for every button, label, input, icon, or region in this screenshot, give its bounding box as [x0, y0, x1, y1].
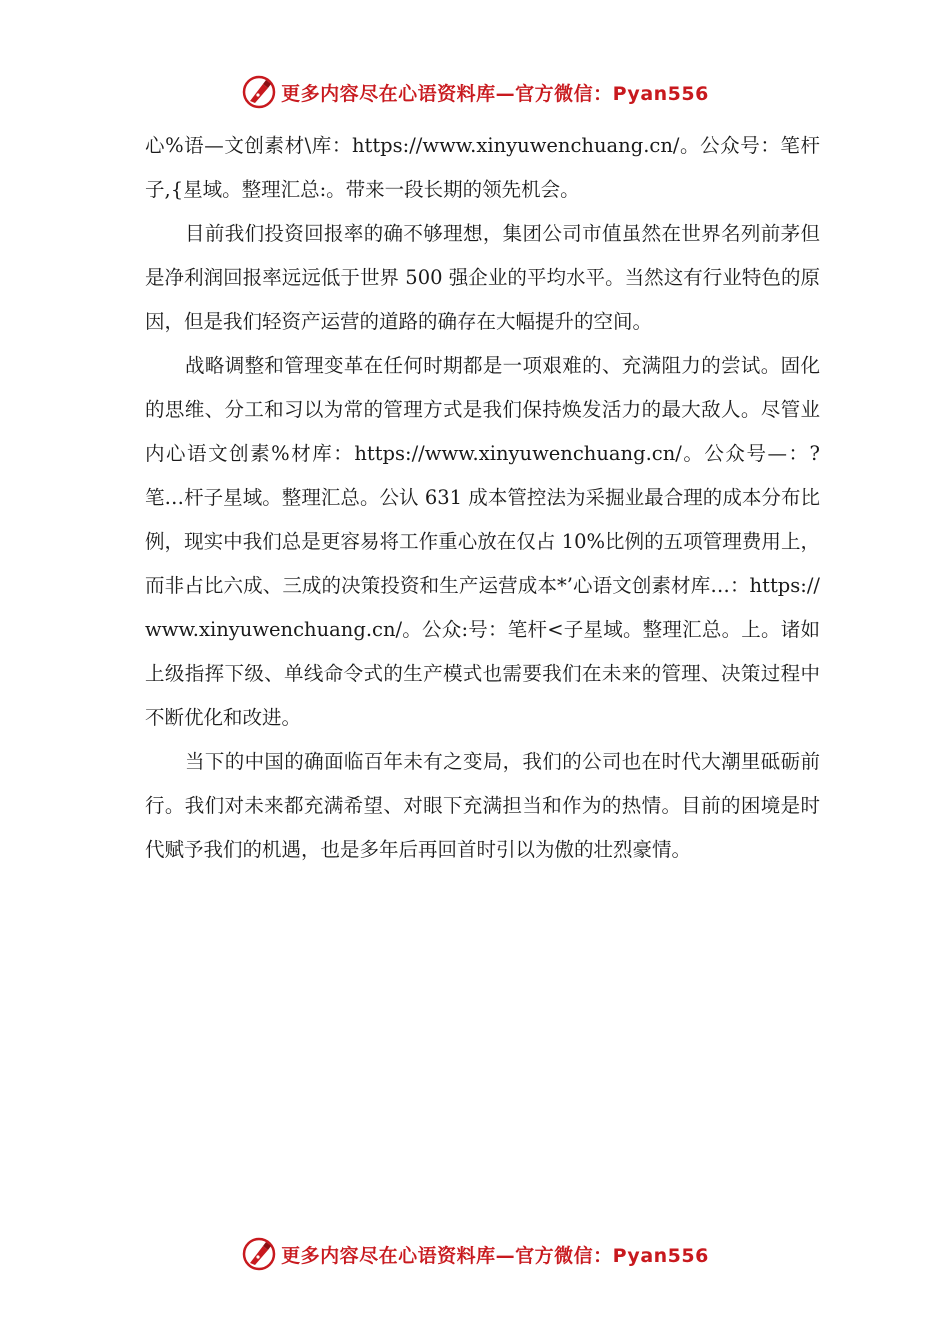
paragraph-2: 目前我们投资回报率的确不够理想，集团公司市值虽然在世界名列前茅但是净利润回报率远远低于世界 500 强企业的平均水平。当然这有行业特色的原因，但是我们轻资产运营的道路的确存在大幅提升的空间。: [145, 222, 820, 333]
paragraph-4: 当下的中国的确面临百年未有之变局，我们的公司也在时代大潮里砥砺前行。我们对未来都充满希望、对眼下充满担当和作为的热情。目前的困境是时代赋予我们的机遇，也是多年后再回首时引以为傲的壮烈豪情。: [145, 750, 820, 861]
document-body: [145, 124, 820, 872]
footer-banner-text: 更多内容尽在心语资料库—官方微信：Pyan556: [281, 1244, 709, 1267]
header-banner-text: 更多内容尽在心语资料库—官方微信：Pyan556: [281, 82, 709, 105]
pen-nib-logo-icon: [241, 1236, 277, 1272]
pen-nib-logo-icon: [241, 74, 277, 110]
header-banner: [0, 70, 950, 114]
paragraph-1: 心%语—文创素材\库：https://www.xinyuwenchuang.cn/。公众号：笔杆子,{星域。整理汇总:。带来一段长期的领先机会。: [145, 134, 820, 201]
footer-banner: [0, 1232, 950, 1276]
paragraph-3: 战略调整和管理变革在任何时期都是一项艰难的、充满阻力的尝试。固化的思维、分工和习以为常的管理方式是我们保持焕发活力的最大敌人。尽管业内心语文创素%材库：https://www.xinyuwenchuang.cn/。公众号—：?笔…杆子星域。整理汇总。公认 631 成本管控法为采掘业最合理的成本分布比例，现实中我们总是更容易将工作重心放在仅占 10%比例的五项管理费用上，而非占比六成、三成的决策投资和生产运营成本*’心语文创素材库…：https://www.xinyuwenchuang.cn/。公众:号：笔杆<子星域。整理汇总。上。诸如上级指挥下级、单线命令式的生产模式也需要我们在未来的管理、决策过程中不断优化和改进。: [145, 354, 820, 729]
